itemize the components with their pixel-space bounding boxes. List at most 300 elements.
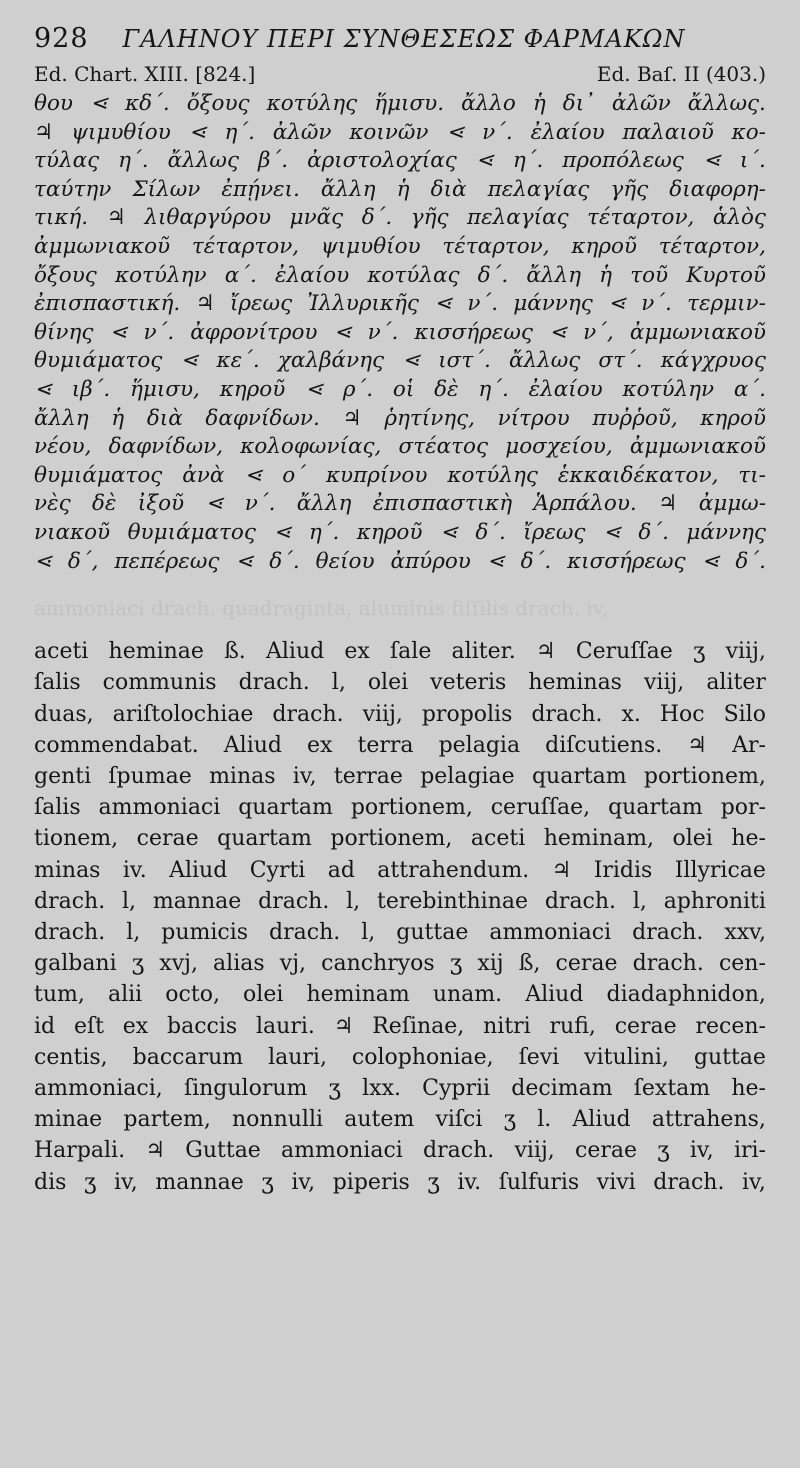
word: στ΄. bbox=[598, 348, 643, 374]
word: ἄλλη bbox=[320, 176, 376, 202]
latin-line bbox=[34, 1073, 766, 1104]
word: ♃ bbox=[145, 1138, 166, 1164]
word: ⋖ bbox=[475, 148, 494, 174]
word: ß. bbox=[224, 639, 246, 665]
word: θίνης bbox=[34, 319, 94, 345]
word: portionem, bbox=[330, 826, 453, 852]
latin-line bbox=[34, 1135, 766, 1166]
latin-line bbox=[34, 761, 766, 792]
word: ἀνὰ bbox=[182, 462, 225, 488]
word: ἐπισπαστική. bbox=[34, 291, 181, 317]
word: pumicis bbox=[161, 919, 249, 945]
word: μοσχείου, bbox=[505, 434, 613, 460]
word: ß, bbox=[518, 951, 541, 977]
word: κοινῶν bbox=[349, 119, 429, 145]
word: centis, bbox=[34, 1044, 108, 1070]
word: xij bbox=[477, 951, 504, 977]
word: ⋖ bbox=[180, 348, 199, 374]
word: l. bbox=[537, 1107, 552, 1133]
word: κοτύλας bbox=[367, 262, 460, 288]
word: ἀμμωνιακοῦ bbox=[34, 233, 171, 259]
word: iv, bbox=[291, 1169, 316, 1195]
word: ἀμμωνιακοῦ bbox=[629, 434, 766, 460]
word: ἀμμω- bbox=[698, 491, 766, 517]
edition-basel: Ed. Baſ. II (403.) bbox=[596, 62, 766, 86]
word: ʒ bbox=[83, 1169, 97, 1195]
word: ⋖ bbox=[446, 119, 465, 145]
word: ὄξους bbox=[186, 91, 250, 116]
word: θου bbox=[34, 91, 73, 116]
page-number: 928 bbox=[34, 23, 89, 54]
latin-line bbox=[34, 1167, 766, 1198]
word: minas bbox=[209, 763, 276, 789]
latin-line bbox=[34, 1011, 766, 1042]
word: ἥμισυ. bbox=[374, 91, 445, 116]
word: dis bbox=[34, 1169, 67, 1195]
word: guttae bbox=[396, 919, 469, 945]
greek-line bbox=[34, 262, 766, 291]
word: olei bbox=[367, 670, 409, 696]
edition-chartier: Ed. Chart. XIII. [824.] bbox=[34, 62, 256, 86]
word: pelagiae bbox=[420, 763, 515, 789]
word: ἁλὸς bbox=[712, 205, 766, 231]
word: ἐλαίου bbox=[275, 262, 350, 288]
latin-line bbox=[34, 979, 766, 1010]
word: Harpali. bbox=[34, 1138, 126, 1164]
word: Guttae bbox=[185, 1138, 261, 1164]
word: νιακοῦ bbox=[34, 519, 111, 545]
word: ♃ bbox=[342, 405, 362, 431]
latin-line bbox=[34, 792, 766, 823]
word: ἀμμωνιακοῦ bbox=[629, 319, 766, 345]
greek-line bbox=[34, 233, 766, 262]
word: ⋖ bbox=[608, 291, 627, 317]
word: ψιμυθίου bbox=[71, 119, 171, 145]
word: heminam bbox=[306, 982, 410, 1008]
latin-line bbox=[34, 730, 766, 761]
word: ταύτην bbox=[34, 176, 112, 202]
word: ammoniaci bbox=[281, 1138, 403, 1164]
latin-text bbox=[34, 636, 766, 1198]
word: l, bbox=[331, 670, 346, 696]
word: ν΄. bbox=[641, 291, 672, 317]
word: κισσήρεως bbox=[567, 548, 686, 574]
word: lxx. bbox=[362, 1075, 401, 1101]
word: Σίλων bbox=[132, 176, 201, 202]
word: κολοφωνίας, bbox=[240, 434, 382, 460]
word: η΄. bbox=[478, 376, 509, 402]
word: β΄. bbox=[258, 148, 289, 174]
word: θυμιάματος bbox=[127, 519, 256, 545]
word: ἄλλη bbox=[526, 262, 582, 288]
word: ♃ bbox=[106, 205, 126, 231]
greek-line bbox=[34, 147, 766, 176]
word: ⋖ bbox=[244, 462, 263, 488]
word: ἡ bbox=[396, 176, 410, 202]
word: ἴρεως bbox=[523, 519, 586, 545]
word: διὰ bbox=[146, 405, 183, 431]
word: διὰ bbox=[430, 176, 467, 202]
word: ♃ bbox=[551, 857, 572, 883]
word: ſalis bbox=[34, 795, 81, 821]
word: drach. bbox=[544, 888, 617, 914]
word: minas bbox=[34, 857, 101, 883]
word: partem, bbox=[123, 1107, 211, 1133]
word: Iridis bbox=[593, 857, 653, 883]
word: ſpumae bbox=[108, 763, 192, 789]
word: ♃ bbox=[535, 639, 556, 665]
word: κηροῦ bbox=[700, 405, 766, 431]
word: δὲ bbox=[434, 376, 459, 402]
word: baccarum bbox=[132, 1044, 244, 1070]
word: ⋖ bbox=[333, 319, 352, 345]
word: ʒ bbox=[131, 951, 145, 977]
word: ʒ bbox=[261, 1169, 274, 1195]
word: ariſtolochiae bbox=[112, 701, 254, 727]
word: Κυρτοῦ bbox=[686, 262, 766, 288]
word: τύλας bbox=[34, 148, 100, 174]
word: ⋖ bbox=[702, 148, 721, 174]
word: nitri bbox=[483, 1013, 531, 1039]
word: ἴρεως bbox=[229, 291, 293, 317]
word: ι΄. bbox=[739, 148, 766, 174]
word: η΄. bbox=[118, 148, 149, 174]
word: Hoc bbox=[659, 701, 705, 727]
word: ♃ bbox=[658, 491, 678, 517]
word: πελαγίας bbox=[487, 176, 590, 202]
word: Aliud bbox=[525, 982, 584, 1008]
word: olei bbox=[672, 826, 713, 852]
word: commendabat. bbox=[34, 732, 199, 758]
word: ἄλλως. bbox=[687, 91, 766, 116]
word: δ΄. bbox=[475, 519, 506, 545]
word: τέταρτον, bbox=[442, 233, 550, 259]
word: l, bbox=[361, 919, 376, 945]
word: ο΄ bbox=[282, 462, 306, 488]
word: guttae bbox=[693, 1044, 766, 1070]
word: ʒ bbox=[692, 639, 706, 665]
word: δαφνίδων, bbox=[108, 434, 224, 460]
word: ἀλῶν bbox=[611, 91, 671, 116]
word: ex bbox=[122, 1013, 149, 1039]
word: κοτύλην bbox=[115, 262, 207, 288]
word: ψιμυθίου bbox=[320, 233, 421, 259]
word: Aliud bbox=[223, 732, 282, 758]
word: baccis bbox=[167, 1013, 238, 1039]
word: θυμιάματος bbox=[34, 348, 163, 374]
word: λιθαργύρου bbox=[144, 205, 272, 231]
word: he- bbox=[731, 826, 766, 852]
word: ἄλλως bbox=[167, 148, 240, 174]
word: ʒ bbox=[328, 1075, 341, 1101]
word: ex bbox=[307, 732, 333, 758]
word: tum, bbox=[34, 982, 85, 1008]
word: ν΄. bbox=[467, 291, 499, 317]
word: quartam bbox=[608, 795, 703, 821]
word: por- bbox=[720, 795, 766, 821]
word: ⋖ bbox=[188, 119, 207, 145]
word: ſale bbox=[390, 639, 432, 665]
greek-line bbox=[34, 90, 766, 119]
word: ⋖ bbox=[402, 348, 421, 374]
word: ⋖ bbox=[90, 91, 109, 116]
word: attrahens, bbox=[651, 1107, 766, 1133]
word: communis bbox=[102, 670, 217, 696]
word: ſextam bbox=[633, 1075, 711, 1101]
word: κυπρίνου bbox=[325, 462, 428, 488]
running-title: ΓΑΛΗΝΟΥ ΠΕΡΙ ΣΥΝΘΕΣΕΩΣ ΦΑΡΜΑΚΩΝ bbox=[122, 25, 686, 53]
word: γῆς bbox=[610, 176, 649, 202]
word: heminam, bbox=[543, 826, 654, 852]
latin-line bbox=[34, 823, 766, 854]
greek-line bbox=[34, 519, 766, 548]
word: πυῤῥοῦ, bbox=[592, 405, 678, 431]
word: heminas bbox=[528, 670, 622, 696]
word: ν΄. bbox=[143, 319, 175, 345]
word: ⋖ bbox=[34, 548, 53, 574]
word: he- bbox=[731, 1075, 766, 1101]
word: ʒ bbox=[657, 1138, 670, 1164]
word: l, bbox=[632, 888, 647, 914]
word: μάννης bbox=[686, 519, 766, 545]
word: δ΄. bbox=[638, 519, 669, 545]
word: ἡ bbox=[599, 262, 613, 288]
greek-line bbox=[34, 548, 766, 577]
word: ἄλλη bbox=[296, 491, 352, 517]
word: cerae bbox=[614, 1013, 677, 1039]
word: drach. bbox=[238, 670, 310, 696]
greek-line bbox=[34, 405, 766, 434]
word: δ΄. bbox=[361, 205, 393, 231]
word: cen- bbox=[718, 951, 766, 977]
word: Cyrti bbox=[249, 857, 306, 883]
word: diſcutiens. bbox=[545, 732, 663, 758]
word: κηροῦ bbox=[219, 376, 286, 402]
word: κοτύλης bbox=[447, 462, 538, 488]
word: νὲς bbox=[34, 491, 71, 517]
word: drach. bbox=[34, 888, 106, 914]
word: ⋖ bbox=[109, 319, 128, 345]
word: Ἁρπάλου. bbox=[533, 491, 637, 517]
word: autem bbox=[344, 1107, 415, 1133]
greek-line bbox=[34, 176, 766, 205]
word: γῆς bbox=[410, 205, 449, 231]
latin-line bbox=[34, 886, 766, 917]
word: ἀριστολοχίας bbox=[307, 148, 457, 174]
word: δ΄, bbox=[67, 548, 99, 574]
word: ammoniaci bbox=[98, 795, 221, 821]
word: eſt bbox=[73, 1013, 104, 1039]
word: Aliud bbox=[169, 857, 228, 883]
word: vj, bbox=[279, 951, 307, 977]
word: ⋖ bbox=[549, 319, 568, 345]
word: l, bbox=[346, 888, 361, 914]
word: τική. bbox=[34, 205, 89, 231]
word: Cyprii bbox=[422, 1075, 491, 1101]
word: ὄξους bbox=[34, 262, 97, 288]
word: drach. bbox=[632, 951, 704, 977]
word: ιβ΄. bbox=[71, 376, 111, 402]
word: ⋖ bbox=[34, 376, 53, 402]
word: τέταρτον, bbox=[658, 233, 766, 259]
word: δὲ bbox=[91, 491, 117, 517]
word: attrahendum. bbox=[377, 857, 530, 883]
word: ν΄. bbox=[367, 319, 399, 345]
word: νέου, bbox=[34, 434, 92, 460]
latin-line bbox=[34, 1104, 766, 1135]
latin-line bbox=[34, 636, 766, 667]
word: ἐπισπαστικὴ bbox=[372, 491, 513, 517]
word: τέταρτον, bbox=[191, 233, 300, 259]
word: κοτύλης bbox=[266, 91, 358, 116]
word: xvj, bbox=[159, 951, 198, 977]
word: δι᾽ bbox=[562, 91, 595, 116]
word: ammoniaci, bbox=[34, 1075, 163, 1101]
word: aphroniti bbox=[663, 888, 766, 914]
word: κάγχρυος bbox=[660, 348, 766, 374]
word: ἀπύρου bbox=[390, 548, 471, 574]
word: alii bbox=[107, 982, 143, 1008]
word: ν΄. bbox=[482, 119, 513, 145]
word: aceti bbox=[34, 639, 89, 665]
word: κε΄. bbox=[216, 348, 260, 374]
word: ἐπῄνει. bbox=[221, 176, 300, 202]
word: l, bbox=[122, 888, 137, 914]
word: drach. bbox=[34, 919, 106, 945]
word: ιστ΄. bbox=[438, 348, 491, 374]
word: Ἰλλυρικῆς bbox=[307, 291, 419, 317]
word: τερμιν- bbox=[687, 291, 766, 317]
word: ⋖ bbox=[701, 548, 720, 574]
word: iri- bbox=[733, 1138, 766, 1164]
word: ⋖ bbox=[602, 519, 621, 545]
word: τι- bbox=[738, 462, 766, 488]
word: ἐλαίου bbox=[530, 119, 605, 145]
word: οἱ bbox=[392, 376, 415, 402]
word: ἄλλως bbox=[508, 348, 581, 374]
word: Aliud bbox=[572, 1107, 631, 1133]
word: πελαγίας bbox=[466, 205, 569, 231]
word: μάννης bbox=[513, 291, 593, 317]
word: θείου bbox=[315, 548, 375, 574]
word: στέατος bbox=[398, 434, 489, 460]
word: duas, bbox=[34, 701, 94, 727]
word: ex bbox=[344, 639, 370, 665]
word: cerae bbox=[555, 951, 618, 977]
word: ἀφρονίτρου bbox=[190, 319, 318, 345]
word: canchryos bbox=[321, 951, 435, 977]
word: ſevi bbox=[518, 1044, 560, 1070]
word: octo, bbox=[165, 982, 220, 1008]
word: ♃ bbox=[333, 1013, 354, 1039]
word: ἥμισυ, bbox=[130, 376, 200, 402]
word: iv. bbox=[122, 857, 147, 883]
word: aliter bbox=[706, 670, 766, 696]
word: Ar- bbox=[732, 732, 766, 758]
word: drach. bbox=[632, 919, 704, 945]
word: heminae bbox=[108, 639, 204, 665]
word: κοτύλην bbox=[622, 376, 715, 402]
word: Silo bbox=[723, 701, 766, 727]
word: iv. bbox=[457, 1169, 482, 1195]
word: rufi, bbox=[549, 1013, 596, 1039]
word: drach. bbox=[272, 701, 344, 727]
word: Reſinae, bbox=[372, 1013, 465, 1039]
word: Aliud bbox=[266, 639, 325, 665]
word: l, bbox=[126, 919, 141, 945]
word: ʒ bbox=[427, 1169, 440, 1195]
word: παλαιοῦ bbox=[622, 119, 714, 145]
word: κδ΄. bbox=[125, 91, 170, 116]
word: terebinthinae bbox=[376, 888, 529, 914]
word: viij, bbox=[362, 701, 403, 727]
word: θυμιάματος bbox=[34, 462, 163, 488]
word: terrae bbox=[333, 763, 403, 789]
word: τοῦ bbox=[630, 262, 669, 288]
word: iv, bbox=[742, 1169, 766, 1195]
word: κο- bbox=[731, 119, 766, 145]
greek-line bbox=[34, 319, 766, 348]
word: κηροῦ bbox=[571, 233, 637, 259]
word: κηροῦ bbox=[356, 519, 423, 545]
word: ἄλλο bbox=[461, 91, 516, 116]
word: ἑκκαιδέκατον, bbox=[557, 462, 719, 488]
word: η΄. bbox=[224, 119, 255, 145]
greek-text bbox=[34, 90, 766, 576]
word: piperis bbox=[332, 1169, 410, 1195]
word: vitulini, bbox=[584, 1044, 669, 1070]
word: diadaphnidon, bbox=[606, 982, 766, 1008]
word: δ΄. bbox=[735, 548, 766, 574]
word: ⋖ bbox=[434, 291, 453, 317]
word: ἀλῶν bbox=[272, 119, 332, 145]
word: μνᾶς bbox=[289, 205, 344, 231]
word: ſalis bbox=[34, 670, 81, 696]
greek-line bbox=[34, 462, 766, 491]
word: drach. bbox=[258, 888, 330, 914]
word: η΄. bbox=[512, 148, 544, 174]
word: viſci bbox=[435, 1107, 483, 1133]
word: vivi bbox=[596, 1169, 636, 1195]
word: ♃ bbox=[195, 291, 215, 317]
word: minae bbox=[34, 1107, 103, 1133]
word: veteris bbox=[430, 670, 507, 696]
word: alias bbox=[213, 951, 265, 977]
word: aceti bbox=[470, 826, 526, 852]
word: κισσήρεως bbox=[414, 319, 533, 345]
word: unam. bbox=[432, 982, 503, 1008]
word: νίτρου bbox=[497, 405, 570, 431]
word: galbani bbox=[34, 951, 117, 977]
word: χαλβάνης bbox=[277, 348, 385, 374]
word: portionem, bbox=[350, 795, 473, 821]
word: ⋖ bbox=[439, 519, 458, 545]
word: iv, bbox=[689, 1138, 714, 1164]
word: decimam bbox=[511, 1075, 613, 1101]
word: προπόλεως bbox=[562, 148, 684, 174]
word: ἐλαίου bbox=[528, 376, 603, 402]
word: olei bbox=[243, 982, 284, 1008]
word: drach. bbox=[531, 701, 603, 727]
word: portionem, bbox=[643, 763, 766, 789]
word: mannae bbox=[155, 1169, 244, 1195]
word: η΄. bbox=[308, 519, 340, 545]
word: ♃ bbox=[34, 119, 54, 145]
greek-line bbox=[34, 490, 766, 519]
word: drach. bbox=[653, 1169, 725, 1195]
word: tionem, bbox=[34, 826, 119, 852]
word: ʒ bbox=[449, 951, 463, 977]
